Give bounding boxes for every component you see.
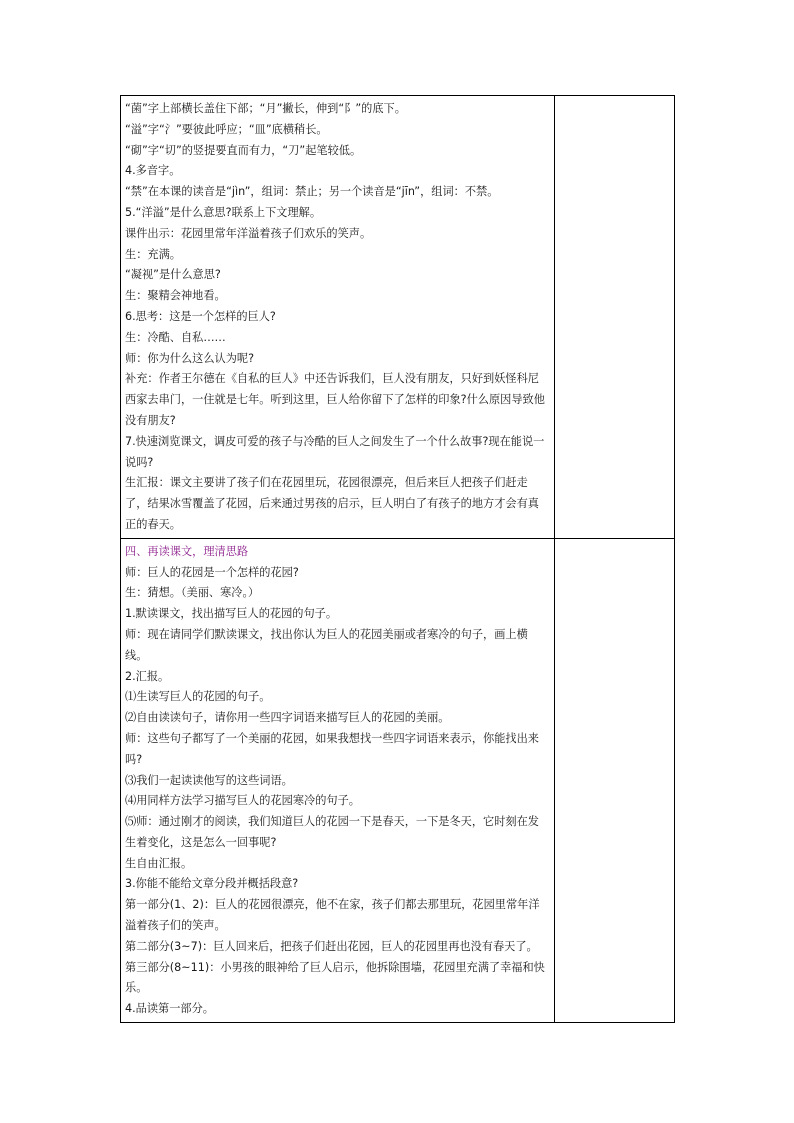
text-line: 生汇报：课文主要讲了孩子们在花园里玩，花园很漂亮，但后来巨人把孩子们赶走了，结果冰雪覆盖了花园，后来通过男孩的启示，巨人明白了有孩子的地方才会有真正的春天。 [125, 476, 539, 531]
text-line: 1.默读课文，找出描写巨人的花园的句子。 [125, 607, 338, 621]
content-cell-section-2 [121, 538, 555, 1022]
text-line: 师：现在请同学们默读课文，找出你认为巨人的花园美丽或者寒冷的句子，画上横线。 [125, 627, 528, 662]
text-line: ⑴生读写巨人的花园的句子。 [125, 690, 271, 704]
text-line: ⑵自由读读句子，请你用一些四字词语来描写巨人的花园的美丽。 [125, 711, 450, 725]
text-line: 6.思考：这是一个怎样的巨人? [125, 309, 276, 323]
text-line: 5.“洋溢”是什么意思?联系上下文理解。 [125, 205, 322, 219]
text-line: 第一部分(1、2)：巨人的花园很漂亮，他不在家，孩子们都去那里玩，花园里常年洋溢着孩子们的笑声。 [125, 898, 540, 933]
text-line: 4.品读第一部分。 [125, 1002, 214, 1016]
text-line: 第二部分(3~7)：巨人回来后，把孩子们赶出花园，巨人的花园里再也没有春天了。 [125, 939, 538, 953]
text-line: 师：你为什么这么认为呢? [125, 351, 255, 365]
text-line: 生：猜想。（美丽、寒冷。） [125, 586, 260, 600]
text-line: 生：充满。 [125, 247, 181, 261]
text-line: 师：巨人的花园是一个怎样的花园? [125, 565, 299, 579]
notes-cell-section-1 [555, 96, 675, 539]
text-line: 课件出示：花园里常年洋溢着孩子们欢乐的笑声。 [125, 226, 372, 240]
text-line: 7.快速浏览课文，调皮可爱的孩子与冷酷的巨人之间发生了一个什么故事?现在能说一说吗? [125, 434, 545, 469]
text-line: 补充：作者王尔德在《自私的巨人》中还告诉我们，巨人没有朋友，只好到妖怪科尼西家去串门，一住就是七年。听到这里，巨人给你留下了怎样的印象?什么原因导致他没有朋友? [125, 372, 545, 427]
lesson-plan-table [120, 95, 675, 1023]
section-heading: 四、再读课文，理清思路 [125, 544, 249, 558]
text-line: 第三部分(8~11)：小男孩的眼神给了巨人启示，他拆除围墙，花园里充满了幸福和快乐。 [125, 960, 545, 995]
text-line: “砌”字“切”的竖提要直而有力，“刀”起笔较低。 [125, 143, 362, 157]
text-line: ⑶我们一起读读他写的这些词语。 [125, 773, 293, 787]
text-line: 生：冷酷、自私…… [125, 330, 226, 344]
text-line: “溢”字“氵”要彼此呼应；“皿”底横稍长。 [125, 122, 328, 136]
text-line: “菌”字上部横长盖住下部；“月”撇长，伸到“阝”的底下。 [125, 102, 406, 115]
text-line: 4.多音字。 [125, 164, 181, 178]
text-line: ⑷用同样方法学习描写巨人的花园寒冷的句子。 [125, 794, 360, 808]
text-line: “禁”在本课的读音是“jìn”，组词：禁止；另一个读音是“jīn”，组词：不禁。 [125, 185, 499, 199]
text-line: 生：聚精会神地看。 [125, 289, 226, 303]
content-cell-section-1 [121, 96, 555, 539]
text-line: ⑸师：通过刚才的阅读，我们知道巨人的花园一下是春天，一下是冬天，它时刻在发生着变化，这是怎么一回事呢? [125, 815, 539, 849]
text-line: 2.汇报。 [125, 669, 170, 683]
text-line: 生自由汇报。 [125, 856, 193, 870]
table-row-section-1 [121, 96, 675, 539]
text-line: 师：这些句子都写了一个美丽的花园，如果我想找一些四字词语来表示，你能找出来吗? [125, 731, 539, 766]
table-row-section-2 [121, 538, 675, 1022]
text-line: “凝视”是什么意思? [125, 268, 221, 282]
notes-cell-section-2 [555, 538, 675, 1022]
text-line: 3.你能不能给文章分段并概括段意? [125, 877, 299, 891]
